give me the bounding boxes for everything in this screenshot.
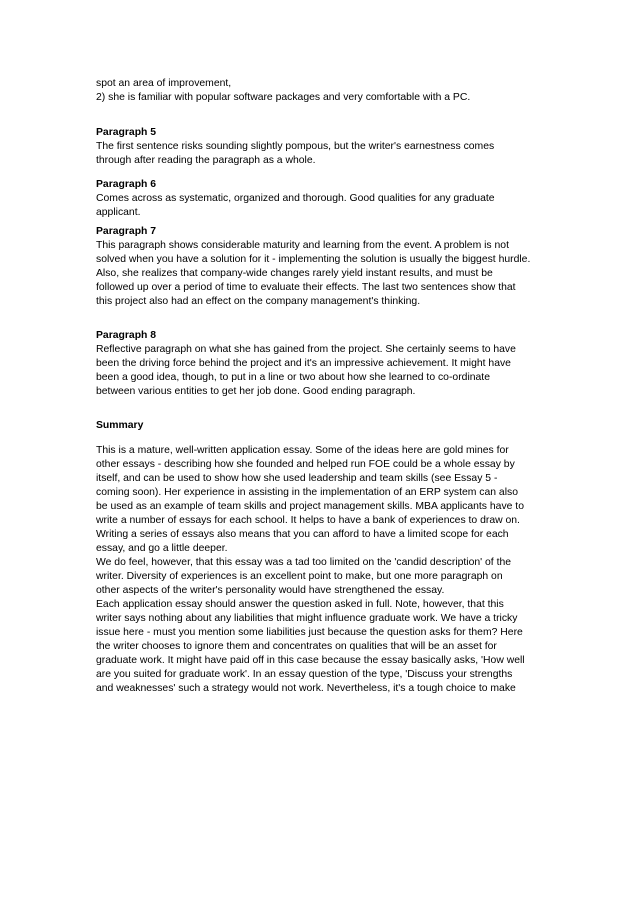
summary-line-6: write a number of essays for each school. It helps to have a bank of experiences to draw on. <box>96 515 520 526</box>
paragraph6-heading: Paragraph 6 <box>96 179 157 190</box>
paragraph7-heading: Paragraph 7 <box>96 226 157 237</box>
summary-line-11: other aspects of the writer's personality would have strengthened the essay. <box>96 585 445 596</box>
paragraph5-heading: Paragraph 5 <box>96 127 157 138</box>
paragraph5-line-2: through after reading the paragraph as a whole. <box>96 155 316 166</box>
summary-line-15: the writer chooses to ignore them and concentrates on qualities that will be an asset for <box>96 641 497 652</box>
paragraph7-line-4: followed up over a period of time to evaluate their effects. The last two sentences show that <box>96 282 516 293</box>
summary-line-16: graduate work. It might have paid off in this case because the essay basically asks, 'How well <box>96 655 525 666</box>
paragraph7-line-5: this project also had an effect on the company management's thinking. <box>96 296 421 307</box>
summary-line-13: writer says nothing about any liabilities that might influence graduate work. We have a tricky <box>96 613 518 624</box>
paragraph6-line-2: applicant. <box>96 207 141 218</box>
paragraph5-line-1: The first sentence risks sounding slightly pompous, but the writer's earnestness comes <box>96 141 495 152</box>
paragraph7-line-2: solved when you have a solution for it - implementing the solution is usually the biggest hurdle. <box>96 254 531 265</box>
summary-line-2: other essays - describing how she founded and helped run FOE could be a whole essay by <box>96 459 515 470</box>
summary-line-10: writer. Diversity of experiences is an excellent point to make, but one more paragraph on <box>96 571 503 582</box>
paragraph8-line-1: Reflective paragraph on what she has gained from the project. She certainly seems to have <box>96 344 516 355</box>
paragraph7-line-1: This paragraph shows considerable maturity and learning from the event. A problem is not <box>96 240 509 251</box>
summary-line-3: itself, and can be used to show how she used leadership and team skills (see Essay 5 - <box>96 473 498 484</box>
summary-line-17: are you suited for graduate work'. In an essay question of the type, 'Discuss your strengths <box>96 669 513 680</box>
intro-line-2: 2) she is familiar with popular software packages and very comfortable with a PC. <box>96 92 471 103</box>
paragraph8-line-4: between various entities to get her job done. Good ending paragraph. <box>96 386 416 397</box>
summary-line-4: coming soon). Her experience in assisting in the implementation of an ERP system can also <box>96 487 518 498</box>
paragraph6-line-1: Comes across as systematic, organized and thorough. Good qualities for any graduate <box>96 193 495 204</box>
summary-line-7: Writing a series of essays also means that you can afford to have a limited scope for each <box>96 529 509 540</box>
paragraph7-line-3: Also, she realizes that company-wide changes rarely yield instant results, and must be <box>96 268 493 279</box>
summary-line-8: essay, and go a little deeper. <box>96 543 228 554</box>
summary-line-14: issue here - must you mention some liabilities just because the question asks for them? Here <box>96 627 523 638</box>
paragraph8-line-2: been the driving force behind the project and it's an impressive achievement. It might have <box>96 358 511 369</box>
summary-line-18: and weaknesses' such a strategy would not work. Nevertheless, it's a tough choice to make <box>96 683 516 694</box>
summary-line-9: We do feel, however, that this essay was a tad too limited on the 'candid description' of the <box>96 557 512 568</box>
paragraph8-line-3: been a good idea, though, to put in a line or two about how she learned to co-ordinate <box>96 372 490 383</box>
summary-line-12: Each application essay should answer the question asked in full. Note, however, that this <box>96 599 504 610</box>
summary-line-1: This is a mature, well-written application essay. Some of the ideas here are gold mines for <box>96 445 509 456</box>
summary-line-5: be used as an example of team skills and project management skills. MBA applicants have to <box>96 501 524 512</box>
intro-line-1: spot an area of improvement, <box>96 78 232 89</box>
paragraph8-heading: Paragraph 8 <box>96 330 157 341</box>
summary-heading: Summary <box>96 420 144 431</box>
